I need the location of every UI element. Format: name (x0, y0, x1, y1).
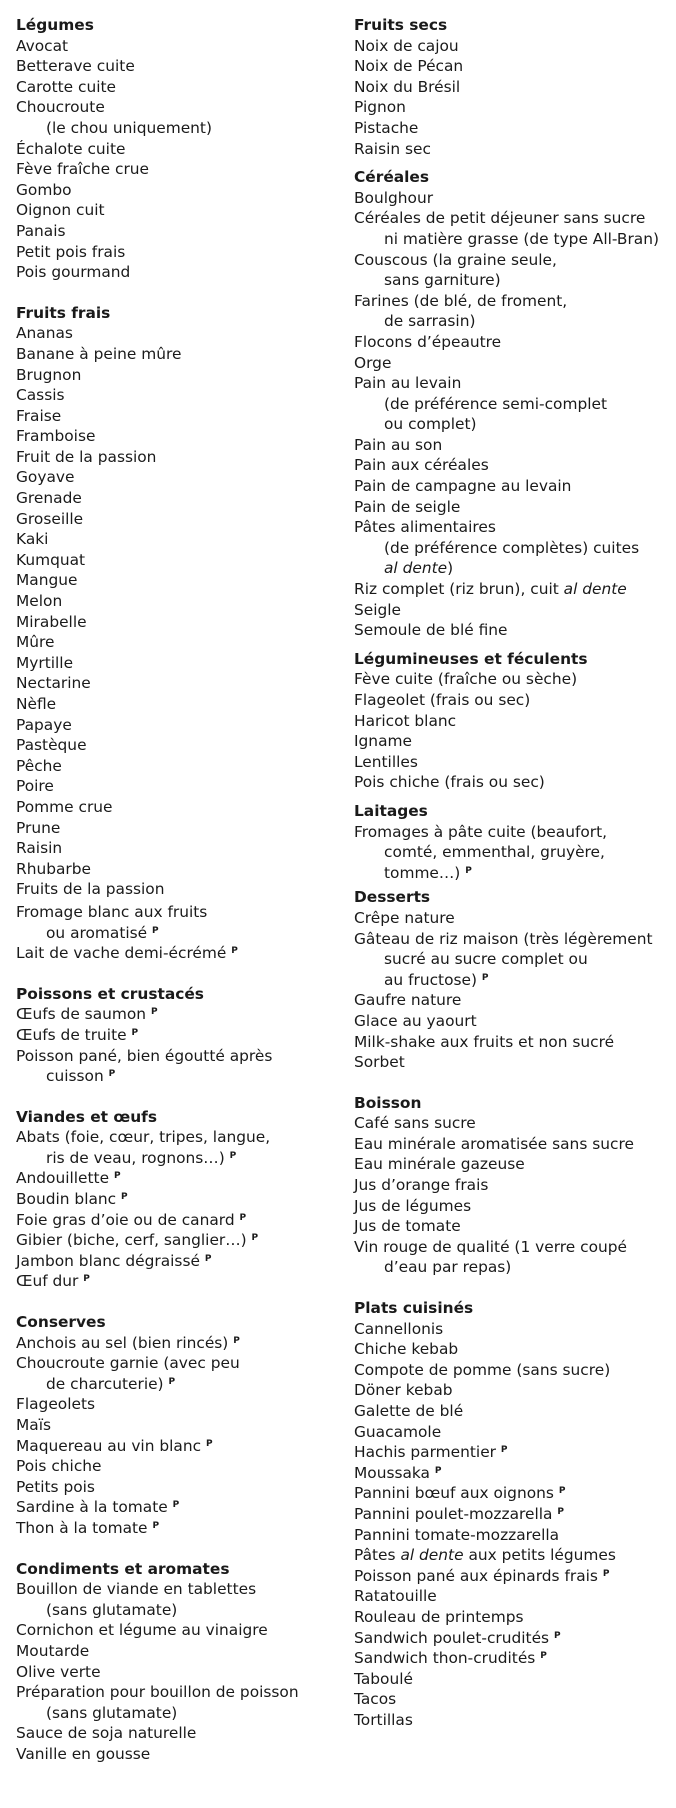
list-item: Semoule de blé fine (354, 621, 508, 640)
list-item: Café sans sucre (354, 1114, 476, 1133)
list-item: Pignon (354, 98, 406, 117)
list-item: Fruits de la passion (16, 880, 165, 899)
list-item: Sardine à la tomate $^P$ (16, 1498, 180, 1517)
section-title: Plats cuisinés (354, 1299, 474, 1318)
list-item: Oignon cuit (16, 201, 105, 220)
item-text: Pâtes (354, 1546, 401, 1565)
section-cereales (354, 167, 672, 649)
list-item-continuation: ou aromatisé $^P$ (46, 923, 159, 942)
list-item: Kumquat (16, 550, 86, 569)
list-item: Glace au yaourt (354, 1011, 477, 1030)
superscript-p-marker: P (540, 1651, 547, 1662)
section-title: Poissons et crustacés (16, 984, 204, 1003)
list-item: Nèfle (16, 695, 57, 713)
list-item: Gombo (16, 180, 72, 199)
list-item: Raisin sec (354, 139, 431, 158)
superscript-p-marker: P (204, 1253, 212, 1264)
list-item: Igname (354, 732, 412, 751)
list-item: Préparation pour bouillon de poisson (16, 1683, 299, 1702)
section-title: Desserts (354, 888, 431, 907)
list-item: Pastèque (16, 736, 87, 755)
section-title: Viandes et œufs (16, 1107, 158, 1126)
section-conserves (16, 1312, 336, 1559)
list-item: Eau minérale aromatisée sans sucre (354, 1134, 634, 1153)
section-title: Fruits frais (16, 303, 111, 322)
list-item: Noix de cajou (354, 36, 459, 55)
list-item: Döner kebab (354, 1381, 453, 1400)
list-item: Pannini poulet-mozzarella $^P$ (354, 1504, 564, 1523)
list-item-continuation: sucré au sucre complet ou (384, 950, 588, 969)
list-item: Pain au son (354, 435, 443, 454)
superscript-p-marker: P (113, 1171, 121, 1182)
section-laitages (354, 801, 672, 887)
list-item: Pêche (16, 756, 62, 775)
list-item: Lait de vache demi-écrémé $^P$ (16, 944, 238, 963)
section-spacer (16, 964, 336, 984)
section-title: Fruits secs (354, 16, 448, 34)
list-item: Nectarine (16, 674, 91, 693)
list-item: Choucroute (16, 98, 105, 117)
list-item: Farines (de blé, de froment, (354, 291, 568, 310)
list-item-continuation: d’eau par repas) (384, 1258, 512, 1277)
list-item: Boulghour (354, 188, 434, 207)
list-item: Vin rouge de qualité (1 verre coupé (354, 1237, 627, 1256)
list-item-continuation: (sans glutamate) (46, 1600, 178, 1619)
section-viandes (16, 1107, 336, 1312)
list-item: Panais (16, 221, 66, 240)
list-item: Compote de pomme (sans sucre) (354, 1360, 611, 1379)
list-item: Pain de campagne au levain (354, 477, 572, 496)
section-spacer (354, 1278, 672, 1298)
section-spacer (354, 641, 672, 649)
list-item: Guacamole (354, 1422, 442, 1441)
superscript-p-marker: P (152, 925, 159, 936)
list-item: Tacos (354, 1690, 397, 1709)
list-item: Œufs de saumon $^P$ (16, 1005, 158, 1024)
list-item: Vanille en gousse (16, 1744, 151, 1763)
list-item: Eau minérale gazeuse (354, 1155, 525, 1174)
list-item: Fève fraîche crue (16, 160, 149, 179)
list-item: Gaufre nature (354, 991, 462, 1010)
section-spacer (16, 283, 336, 303)
item-text: ) (447, 559, 454, 578)
list-item: Raisin (16, 839, 63, 858)
superscript-p-marker: P (172, 1500, 180, 1511)
list-item-continuation: (le chou uniquement) (46, 118, 212, 137)
list-item: Gibier (biche, cerf, sanglier…) $^P$ (16, 1231, 259, 1250)
superscript-p-marker: P (251, 1233, 259, 1244)
section-spacer (16, 1087, 336, 1107)
section-title: Céréales (354, 168, 430, 187)
list-item: Fromage blanc aux fruits (16, 902, 208, 921)
italic-text: al dente (384, 559, 448, 578)
section-boisson (354, 1093, 672, 1298)
list-item: Olive verte (16, 1662, 101, 1681)
list-item: Jus de légumes (354, 1196, 472, 1215)
section-spacer (354, 159, 672, 167)
list-item-continuation: de sarrasin) (384, 312, 476, 331)
superscript-p-marker: P (554, 1630, 561, 1641)
section-spacer (16, 1539, 336, 1559)
list-item: Flageolet (frais ou sec) (354, 691, 531, 709)
list-item: Bouillon de viande en tablettes (16, 1580, 257, 1599)
list-item: Pois gourmand (16, 263, 131, 282)
superscript-p-marker: P (121, 1192, 128, 1203)
item-text: Riz complet (riz brun), cuit (354, 580, 564, 599)
list-item: Chiche kebab (354, 1340, 459, 1359)
superscript-p-marker: P (205, 1438, 213, 1449)
list-item-continuation: tomme…) $^P$ (384, 863, 472, 882)
list-item: Tortillas (354, 1710, 413, 1729)
list-item: Moutarde (16, 1641, 90, 1660)
section-legumineuses (354, 649, 672, 801)
list-item: Sandwich poulet-crudités $^P$ (354, 1628, 561, 1647)
section-legumes (16, 15, 336, 303)
list-item: Boudin blanc $^P$ (16, 1190, 128, 1209)
list-item: Poisson pané aux épinards frais $^P$ (354, 1566, 610, 1585)
superscript-p-marker: P (558, 1486, 566, 1497)
list-item: Maïs (16, 1416, 52, 1434)
section-plats (354, 1298, 672, 1730)
section-title: Légumineuses et féculents (354, 649, 588, 668)
list-item: Fève cuite (fraîche ou sèche) (354, 670, 578, 689)
list-item: Couscous (la graine seule, (354, 250, 557, 269)
list-item: Ananas (16, 324, 73, 343)
list-item: Groseille (16, 509, 84, 528)
list-item: Betterave cuite (16, 57, 135, 76)
list-item: Flageolets (16, 1395, 96, 1414)
list-item: Sorbet (354, 1053, 405, 1072)
list-item: Poisson pané, bien égoutté après (16, 1046, 273, 1065)
list-item: Taboulé (354, 1669, 413, 1688)
superscript-p-marker: P (434, 1465, 442, 1476)
italic-text: al dente (563, 580, 627, 599)
list-item: Kaki (16, 530, 49, 549)
list-item: Seigle (354, 600, 402, 619)
list-item: Abats (foie, cœur, tripes, langue, (16, 1128, 271, 1147)
list-item: Céréales de petit déjeuner sans sucre (354, 209, 646, 228)
superscript-p-marker: P (108, 1069, 116, 1080)
list-item: Mirabelle (16, 612, 87, 631)
list-item: Thon à la tomate $^P$ (16, 1518, 160, 1537)
list-item: Haricot blanc (354, 711, 457, 730)
list-item: Pannini bœuf aux oignons $^P$ (354, 1484, 566, 1503)
list-item: Framboise (16, 427, 96, 446)
list-item: Pain de seigle (354, 497, 461, 516)
section-spacer (354, 793, 672, 801)
list-item: Petit pois frais (16, 242, 126, 261)
list-item: Noix de Pécan (354, 57, 464, 76)
superscript-p-marker: P (131, 1027, 139, 1038)
list-item: Rhubarbe (16, 859, 91, 878)
list-item: Rouleau de printemps (354, 1607, 524, 1626)
list-item: Grenade (16, 489, 82, 508)
list-item: Jambon blanc dégraissé $^P$ (16, 1251, 212, 1270)
list-item: Milk-shake aux fruits et non sucré (354, 1032, 615, 1051)
list-item: Cassis (16, 386, 65, 405)
superscript-p-marker: P (83, 1274, 90, 1285)
list-item: Crêpe nature (354, 908, 455, 927)
list-item-continuation: ou complet) (384, 415, 477, 434)
list-item: Sandwich thon-crudités $^P$ (354, 1649, 547, 1668)
right-column (354, 15, 672, 1731)
section-title: Condiments et aromates (16, 1559, 230, 1578)
section-spacer (354, 1073, 672, 1093)
list-item-continuation: sans garniture) (384, 271, 501, 290)
list-item: Pain aux céréales (354, 456, 489, 475)
list-item: Fromages à pâte cuite (beaufort, (354, 822, 608, 841)
list-item (354, 579, 672, 600)
section-fruits-secs (354, 15, 672, 167)
list-item: Pannini tomate-mozzarella (354, 1525, 560, 1544)
list-item: Gâteau de riz maison (très légèrement (354, 929, 653, 948)
list-item: Petits pois (16, 1477, 95, 1496)
list-item: Pois chiche (16, 1457, 102, 1476)
superscript-p-marker: P (229, 1150, 237, 1161)
section-spacer (16, 1292, 336, 1312)
list-item: Foie gras d’oie ou de canard $^P$ (16, 1210, 247, 1229)
section-title: Légumes (16, 16, 94, 34)
list-item: Pâtes alimentaires (354, 518, 496, 537)
list-item: Andouillette $^P$ (16, 1169, 121, 1188)
list-item: Lentilles (354, 752, 418, 771)
list-item-continuation: ni matière grasse (de type All-Bran) (384, 229, 659, 248)
list-item: Pain au levain (354, 374, 462, 393)
list-item: Pois chiche (frais ou sec) (354, 773, 545, 792)
list-item: Mangue (16, 571, 78, 590)
section-title: Boisson (354, 1093, 422, 1112)
list-item: Œufs de truite $^P$ (16, 1025, 139, 1044)
list-item: Cannellonis (354, 1319, 444, 1338)
superscript-p-marker: P (168, 1376, 176, 1387)
list-item: Fruit de la passion (16, 447, 157, 466)
superscript-p-marker: P (150, 1007, 158, 1018)
list-item-continuation: (de préférence complètes) cuites (384, 538, 640, 557)
list-item-continuation: cuisson $^P$ (46, 1067, 116, 1086)
list-item: Cornichon et légume au vinaigre (16, 1621, 268, 1640)
list-item: Maquereau au vin blanc $^P$ (16, 1436, 213, 1455)
section-title: Laitages (354, 801, 428, 820)
section-poissons (16, 984, 336, 1107)
superscript-p-marker: P (481, 972, 489, 983)
superscript-p-marker: P (152, 1520, 160, 1531)
list-item-continuation: ris de veau, rognons…) $^P$ (46, 1148, 237, 1167)
list-item: Melon (16, 592, 63, 611)
list-item: Sauce de soja naturelle (16, 1724, 197, 1743)
superscript-p-marker: P (231, 946, 238, 957)
list-item-continuation: au fructose) $^P$ (384, 970, 489, 989)
section-desserts (354, 887, 672, 1092)
section-title: Conserves (16, 1313, 106, 1332)
superscript-p-marker: P (557, 1506, 564, 1517)
list-item-continuation (354, 558, 672, 579)
list-item-continuation: comté, emmenthal, gruyère, (384, 843, 605, 862)
list-item: Jus de tomate (354, 1217, 461, 1236)
list-item: Avocat (16, 36, 69, 55)
list-item: Goyave (16, 468, 75, 487)
left-column (16, 15, 336, 1765)
superscript-p-marker: P (500, 1445, 508, 1456)
list-item: Ratatouille (354, 1587, 437, 1606)
list-item (354, 1545, 672, 1566)
list-item: Prune (16, 818, 61, 837)
list-item: Brugnon (16, 365, 82, 384)
list-item: Orge (354, 353, 392, 372)
list-item: Échalote cuite (16, 139, 126, 158)
superscript-p-marker: P (465, 865, 472, 876)
section-fruits-frais (16, 303, 336, 984)
superscript-p-marker: P (239, 1212, 247, 1223)
list-item: Choucroute garnie (avec peu (16, 1354, 240, 1373)
list-item: Anchois au sel (bien rincés) $^P$ (16, 1333, 240, 1352)
italic-text: al dente (400, 1546, 464, 1565)
list-item-continuation: de charcuterie) $^P$ (46, 1374, 176, 1393)
list-item: Fraise (16, 406, 62, 425)
list-item: Œuf dur $^P$ (16, 1272, 90, 1291)
list-item: Moussaka $^P$ (354, 1463, 442, 1482)
superscript-p-marker: P (602, 1568, 610, 1579)
list-item: Banane à peine mûre (16, 344, 182, 363)
list-item: Papaye (16, 715, 72, 734)
item-text: aux petits légumes (463, 1546, 616, 1565)
superscript-p-marker: P (233, 1335, 240, 1346)
list-item-continuation: (de préférence semi-complet (384, 394, 608, 413)
list-item: Myrtille (16, 653, 74, 672)
list-item: Hachis parmentier $^P$ (354, 1443, 508, 1462)
list-item: Galette de blé (354, 1402, 464, 1420)
list-item: Carotte cuite (16, 77, 117, 96)
list-item: Pistache (354, 118, 419, 137)
list-item: Jus d’orange frais (354, 1176, 489, 1195)
list-item: Pomme crue (16, 797, 113, 816)
list-item-continuation: (sans glutamate) (46, 1703, 178, 1722)
list-item: Noix du Brésil (354, 77, 461, 96)
section-condiments (16, 1559, 336, 1765)
list-item: Mûre (16, 633, 55, 652)
list-item: Poire (16, 777, 54, 796)
list-item: Flocons d’épeautre (354, 332, 502, 351)
